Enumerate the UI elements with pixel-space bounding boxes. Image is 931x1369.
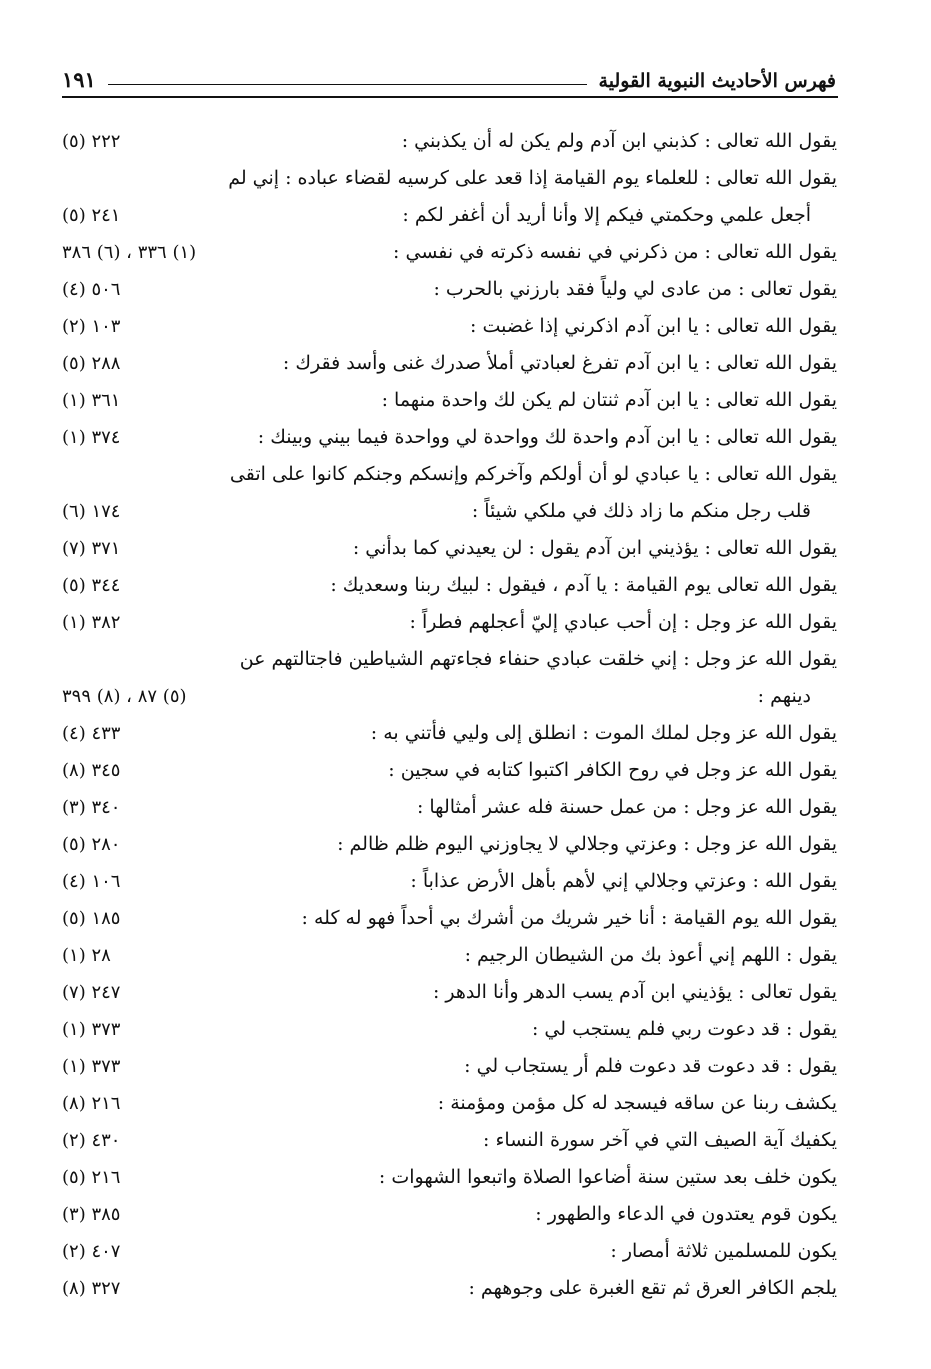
page-reference: ٢٤٧ (٧) [62, 982, 121, 1003]
hadith-text: يقول الله يوم القيامة : أنا خير شريك من أشرك بي أحداً فهو له كله : [301, 907, 837, 929]
hadith-text: يكون للمسلمين ثلاثة أمصار : [610, 1240, 837, 1262]
index-entry [62, 1085, 837, 1122]
page-reference: ٤٠٧ (٢) [62, 1241, 121, 1262]
hadith-text: يقول تعالى : من عادى لي ولياً فقد بارزني بالحرب : [433, 278, 837, 300]
page-reference: ٢٤١ (٥) [62, 205, 121, 226]
page-reference: ٣٨٥ (٣) [62, 1204, 121, 1225]
page-title: فهرس الأحاديث النبوية القولية [598, 70, 836, 92]
index-entry [62, 863, 837, 900]
index-entry [62, 1233, 837, 1270]
hadith-text: يقول الله عز وجل : إن أحب عبادي إليّ أعجلهم فطراً : [409, 611, 837, 633]
page-reference: ٢١٦ (٨) [62, 1093, 121, 1114]
hadith-text: يقول الله تعالى : يا عبادي لو أن أولكم وآخركم وإنسكم وجنكم كانوا على اتقى [229, 463, 837, 485]
hadith-index-list [62, 123, 837, 1307]
index-entry [62, 1196, 837, 1233]
hadith-text: يقول الله تعالى : للعلماء يوم القيامة إذا قعد على كرسيه لقضاء عباده : إني لم [228, 167, 837, 189]
hadith-text: يقول الله تعالى : يا ابن آدم واحدة لك وواحدة لي وواحدة فيما بيني وبينك : [257, 426, 837, 448]
index-entry [62, 382, 837, 419]
index-entry [62, 1159, 837, 1196]
index-entry [62, 160, 837, 197]
page-header [62, 58, 836, 92]
hadith-text: يقول الله عز وجل لملك الموت : انطلق إلى وليي فأتني به : [370, 722, 837, 744]
hadith-text: يقول الله عز وجل في روح الكافر اكتبوا كتابه في سجين : [388, 759, 837, 781]
hadith-text: يقول الله عز وجل : من عمل حسنة فله عشر أمثالها : [416, 796, 837, 818]
page-reference: (١) ٣٣٦ ، (٦) ٣٨٦ [62, 242, 197, 263]
hadith-text: يكشف ربنا عن ساقه فيسجد له كل مؤمن ومؤمنة : [437, 1092, 837, 1114]
hadith-text: يكفيك آية الصيف التي في آخر سورة النساء : [483, 1129, 837, 1151]
page-reference: ٢١٦ (٥) [62, 1167, 121, 1188]
hadith-text: يقول الله تعالى : من ذكرني في نفسه ذكرته في نفسي : [393, 241, 837, 263]
hadith-text: يقول الله : وعزتي وجلالي إني لأهم بأهل الأرض عذاباً : [410, 870, 837, 892]
hadith-text: يقول الله تعالى : يؤذيني ابن آدم يقول : لن يعيدني كما بدأني : [352, 537, 837, 559]
hadith-text: أجعل علمي وحكمتي فيكم إلا وأنا أريد أن أغفر لكم : [402, 204, 811, 226]
page-reference: ٤٣٠ (٢) [62, 1130, 121, 1151]
hadith-text: يقول : قد دعوت ربي فلم يستجب لي : [531, 1018, 837, 1040]
index-entry [62, 678, 837, 715]
index-entry [62, 493, 837, 530]
index-entry [62, 345, 837, 382]
index-entry [62, 641, 837, 678]
hadith-text: يقول : قد دعوت قد دعوت فلم أر يستجاب لي : [464, 1055, 837, 1077]
hadith-text: يقول الله تعالى : يا ابن آدم اذكرني إذا غضبت : [470, 315, 837, 337]
hadith-text: يقول الله تعالى : كذبني ابن آدم ولم يكن له أن يكذبني : [401, 130, 837, 152]
hadith-text: يقول الله تعالى : يا ابن آدم ثنتان لم يكن لك واحدة منهما : [381, 389, 837, 411]
hadith-text: دينهم : [757, 685, 811, 707]
page-reference: ١٧٤ (٦) [62, 501, 121, 522]
page-reference: ٣٧١ (٧) [62, 538, 121, 559]
header-divider [62, 96, 838, 98]
page-reference: ١٠٦ (٤) [62, 871, 121, 892]
page-reference: ٣٨٢ (١) [62, 612, 121, 633]
index-entry [62, 308, 837, 345]
page-reference: ٣٧٣ (١) [62, 1019, 121, 1040]
index-entry [62, 567, 837, 604]
index-entry [62, 1011, 837, 1048]
index-entry [62, 1270, 837, 1307]
index-entry [62, 123, 837, 160]
hadith-text: يقول تعالى : يؤذيني ابن آدم يسب الدهر وأنا الدهر : [432, 981, 837, 1003]
page-reference: ٣٧٤ (١) [62, 427, 121, 448]
index-entry [62, 456, 837, 493]
page-reference: ٣٤٠ (٣) [62, 797, 121, 818]
index-entry [62, 197, 837, 234]
page-reference: ٣٦١ (١) [62, 390, 121, 411]
hadith-text: يلجم الكافر العرق ثم تقع الغبرة على وجوههم : [468, 1277, 837, 1299]
page-reference: ١٨٥ (٥) [62, 908, 121, 929]
page-reference: ٢٨٨ (٥) [62, 353, 121, 374]
index-entry [62, 715, 837, 752]
hadith-text: يقول الله عز وجل : وعزتي وجلالي لا يجاوزني اليوم ظلم ظالم : [337, 833, 837, 855]
page-reference: ٢٢٢ (٥) [62, 131, 121, 152]
hadith-text: يكون خلف بعد ستين سنة أضاعوا الصلاة واتبعوا الشهوات : [378, 1166, 837, 1188]
hadith-text: قلب رجل منكم ما زاد ذلك في ملكي شيئاً : [471, 500, 811, 522]
header-rule [108, 84, 587, 85]
index-entry [62, 530, 837, 567]
page-reference: ٣٧٣ (١) [62, 1056, 121, 1077]
hadith-text: يقول الله تعالى : يا ابن آدم تفرغ لعبادتي أملأ صدرك غنى وأسد فقرك : [282, 352, 837, 374]
index-entry [62, 1122, 837, 1159]
page-reference: ٣٢٧ (٨) [62, 1278, 121, 1299]
hadith-text: يقول الله عز وجل : إني خلقت عبادي حنفاء فجاءتهم الشياطين فاجتالتهم عن [239, 648, 837, 670]
page-reference: ٢٨٠ (٥) [62, 834, 121, 855]
page-reference: ٢٨ (١) [62, 945, 111, 966]
page-reference: ٥٠٦ (٤) [62, 279, 121, 300]
hadith-text: يقول الله تعالى يوم القيامة : يا آدم ، فيقول : لبيك ربنا وسعديك : [330, 574, 837, 596]
index-entry [62, 604, 837, 641]
page-reference: ٣٤٤ (٥) [62, 575, 121, 596]
index-entry [62, 900, 837, 937]
index-entry [62, 1048, 837, 1085]
page-reference: ٣٤٥ (٨) [62, 760, 121, 781]
index-entry [62, 234, 837, 271]
page-reference: ١٠٣ (٢) [62, 316, 121, 337]
index-entry [62, 419, 837, 456]
hadith-text: يقول : اللهم إني أعوذ بك من الشيطان الرجيم : [464, 944, 837, 966]
index-entry [62, 271, 837, 308]
index-entry [62, 826, 837, 863]
page-reference: (٥) ٨٧ ، (٨) ٣٩٩ [62, 686, 187, 707]
page-number: ١٩١ [62, 67, 96, 92]
hadith-text: يكون قوم يعتدون في الدعاء والطهور : [535, 1203, 837, 1225]
index-entry [62, 752, 837, 789]
page-reference: ٤٣٣ (٤) [62, 723, 121, 744]
index-entry [62, 974, 837, 1011]
index-entry [62, 789, 837, 826]
index-entry [62, 937, 837, 974]
